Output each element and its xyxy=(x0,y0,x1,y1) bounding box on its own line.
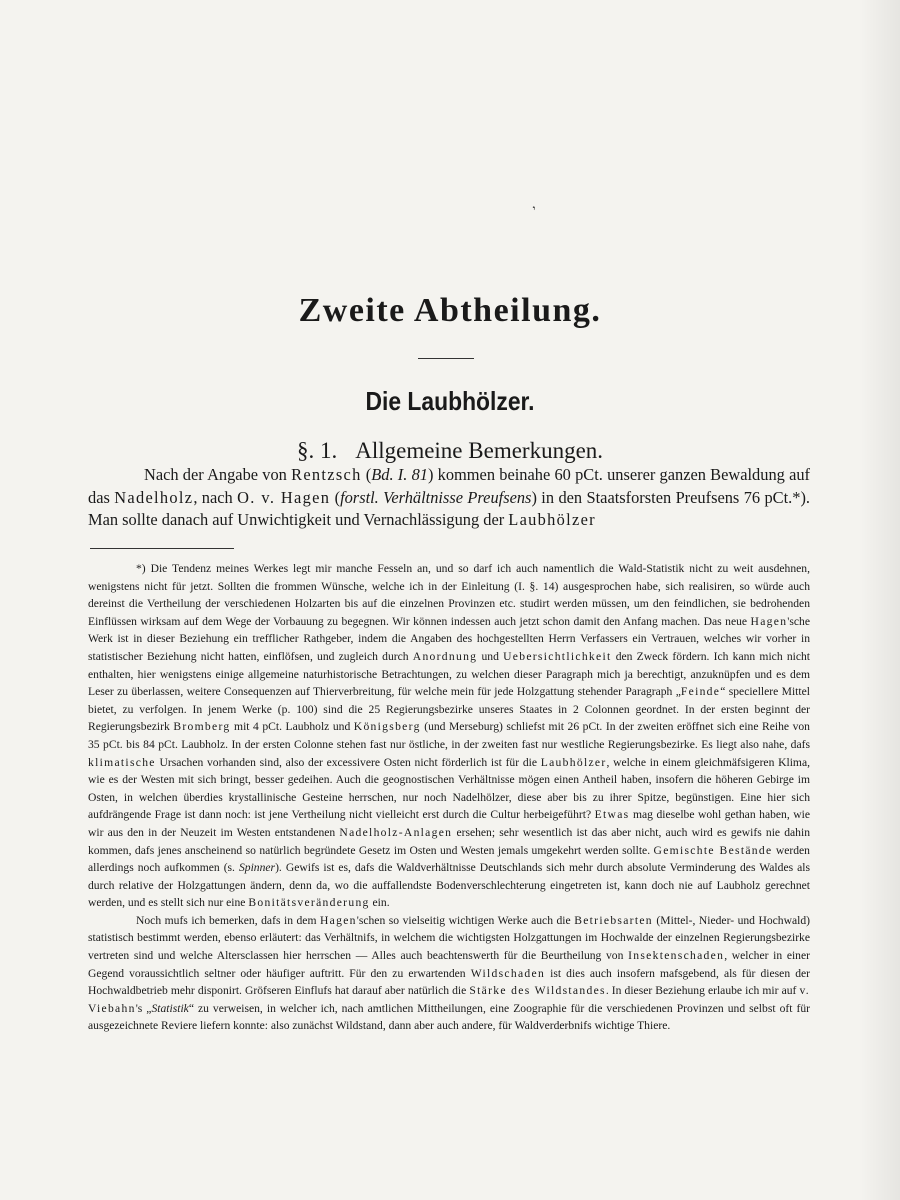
title-divider xyxy=(418,358,474,359)
part-title: Zweite Abtheilung. xyxy=(298,292,602,329)
footnote-paragraph: *) Die Tendenz meines Werkes legt mir manche Fesseln an, und so darf ich auch namentlich die Wald-Statistik nicht zu weit ausdehnen, wenigstens nicht für jetzt. Sollten die frommen Wünsche, welche ich in der Einleitung (I. §. 14) ausgesprochen habe, sich realisiren, so würde auch dereinst die Vertheilung der verschiedenen Holzarten bis auf die einzelnen Provinzen etc. studirt werden müssen, um den feindlichen, sie bedrohenden Einflüssen wirksam auf dem Wege der Vorbauung zu begegnen. Wir können indessen auch jetzt schon damit den Anfang machen. Das neue Hagen'sche Werk ist in dieser Beziehung ein trefflicher Rathgeber, indem die Angaben des hochgestellten Herrn Verfassers ein Vertrauen, welches wir vorher in statistischer Beziehung nicht hatten, einflöfsen, und zugleich durch Anordnung und Uebersichtlichkeit den Zweck fördern. Ich kann mich nicht enthalten, hier wenigstens einige allgemeine naturhistorische Betrachtungen, zu welchen dieser Paragraph mich ja berechtigt, anzuknüpfen und es dem Leser zu überlassen, weitere Consequenzen auf Thierverbreitung, für welche mein für jede Holzgattung stehender Paragraph „Feinde“ speciellere Mittel bietet, zu verfolgen. In jenem Werke (p. 100) sind die 25 Regierungsbezirke unseres Staates in 2 Colonnen geordnet. In der ersten beginnt der Regierungsbezirk Bromberg mit 4 pCt. Laubholz und Königsberg (und Merseburg) schliefst mit 26 pCt. In der zweiten eröffnet sich eine Reihe von 35 pCt. bis 84 pCt. Laubholz. In der ersten Colonne stehen fast nur östliche, in der zweiten fast nur westliche Regierungsbezirke. Es liegt also nahe, dafs klimatische Ursachen vorhanden sind, also der excessivere Osten nicht förderlich ist für die Laubhölzer, welche in einem gleichmäfsigeren Klima, wie es der Westen mit sich bringt, besser gedeihen. Auch die geognostischen Verhältnisse mögen einen Antheil haben, insofern die höheren Gebirge im Osten, in welchen überdies krystallinische Gesteine herrschen, nur noch Nadelhölzer, diese aber bis zu ihrer Spitze, begünstigen. Eine hier sich aufdrängende Frage ist dann noch: ist jene Vertheilung nicht vielleicht erst durch die Cultur herbeigeführt? Etwas mag dieselbe wohl gethan haben, wie wir aus den in der Neuzeit im Westen entstandenen Nadelholz-Anlagen ersehen; sehr wesentlich ist das aber nicht, auch wird es gewifs nie dahin kommen, dafs jenes anscheinend so natürlich begründete Gesetz im Osten und Westen jemals umgekehrt werden sollte. Gemischte Bestände werden allerdings noch aufkommen (s. Spinner). Gewifs ist es, dafs die Waldverhältnisse Deutschlands sich mehr durch absolute Verminderung des Waldes als durch relative der Holzgattungen ändern, denn da, wo die auffallendste Bodenverschlechterung eingetreten ist, kann doch nie auf Laubholz gerechnet werden, und es stellt sich nur eine Bonitätsveränderung ein. xyxy=(88,562,811,910)
footnote-divider xyxy=(90,548,234,549)
stray-mark: ʼ xyxy=(530,203,542,220)
author-name: O. v. Hagen xyxy=(237,487,331,507)
section-heading xyxy=(0,438,900,464)
section-number: §. 1. xyxy=(296,438,338,463)
footnote xyxy=(88,560,810,1035)
page-edge-shadow xyxy=(860,0,900,1200)
chapter-title: Die Laubhölzer. xyxy=(365,386,535,416)
footnote-paragraph: Noch mufs ich bemerken, dafs in dem Hagen'schen so vielseitig wichtigen Werke auch die Betriebsarten (Mittel-, Nieder- und Hochwald) statistisch bestimmt werden, ebenso erläutert: das Verhältnifs, in welchem die wichtigsten Holzgattungen im Hochwalde der einzelnen Regierungsbezirke vertreten sind und welche Altersclassen hier herrschen — Alles auch beachtenswerth für die Beurtheilung von Insektenschaden, welcher in einer Gegend voraussichtlich seltner oder häufiger auftritt. Für den zu erwartenden Wildschaden ist dies auch insofern mafsgebend, als für diesen der Hochwaldbetrieb mehr disponirt. Gröfseren Einflufs hat darauf aber natürlich die Stärke des Wildstandes. In dieser Beziehung erlaube ich mir auf v. Viebahn's „Statistik“ zu verweisen, in welcher ich, nach amtlichen Mittheilungen, eine Zoographie für die verschiedenen Provinzen und selbst oft für ausgezeichnete Reviere liefern konnte: also zunächst Wildstand, dann aber auch andere, für Waldverderbnifs wichtige Thiere. xyxy=(88,913,811,1033)
author-name: Rentzsch xyxy=(291,465,362,484)
reference: forstl. Verhältnisse Preufsens xyxy=(340,487,532,507)
reference: Bd. I. 81 xyxy=(371,465,428,484)
section-title: Allgemeine Bemerkungen. xyxy=(355,438,604,463)
intro-paragraph: Nach der Angabe von Rentzsch (Bd. I. 81) kommen beinahe 60 pCt. unserer ganzen Bewaldung auf das Nadelholz, nach O. v. Hagen (forstl. Verhältnisse Preufsens) in den Staatsforsten Preufsens 76 pCt.*). Man sollte danach auf Unwichtigkeit und Vernachlässigung der Laubhölzer xyxy=(88,465,811,529)
